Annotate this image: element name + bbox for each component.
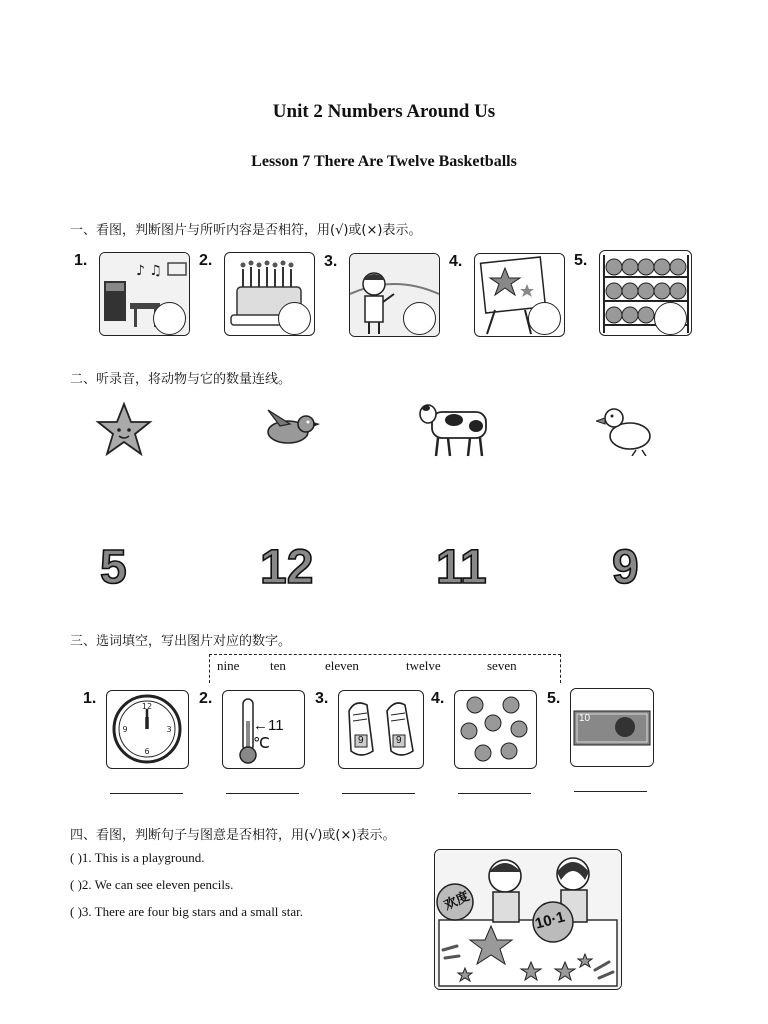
- answer-bracket-3[interactable]: ( ): [70, 904, 82, 919]
- answer-circle-4[interactable]: [528, 302, 561, 335]
- item-5-number: 5.: [574, 252, 588, 269]
- banknote-value: 10: [579, 713, 591, 724]
- word-bank: [209, 654, 561, 683]
- word-ten: ten: [270, 658, 286, 673]
- section-1-instruction: 一、看图，判断图片与所听内容是否相符，用(√)或(×)表示。: [70, 223, 422, 238]
- lesson-title: Lesson 7 There Are Twelve Basketballs: [251, 153, 517, 170]
- basketballs-icon: [454, 690, 537, 769]
- item-2-number: 2.: [199, 252, 213, 269]
- word-eleven: eleven: [325, 658, 359, 673]
- shoes-icon: [338, 690, 424, 769]
- statement-3: [70, 904, 303, 920]
- balloon-left-label: 欢度: [441, 889, 472, 914]
- number-5-label: 5: [100, 541, 127, 594]
- number-card-9[interactable]: [598, 540, 662, 600]
- s3-item-2-number: 2.: [199, 690, 213, 707]
- svg-text:6: 6: [144, 747, 150, 756]
- clock-icon: [106, 690, 189, 769]
- answer-blank-5[interactable]: [574, 790, 647, 792]
- answer-blank-1[interactable]: [110, 792, 183, 794]
- duck-icon[interactable]: [596, 402, 656, 456]
- answer-circle-1[interactable]: [153, 302, 186, 335]
- statement-2: [70, 877, 233, 893]
- number-card-5[interactable]: [92, 540, 156, 600]
- balloon-right-label: 10·1: [533, 908, 567, 933]
- answer-blank-4[interactable]: [458, 792, 531, 794]
- shoe-number-right: 9: [396, 735, 402, 746]
- s3-item-5-number: 5.: [547, 690, 561, 707]
- section-3-instruction: 三、选词填空，写出图片对应的数字。: [70, 634, 292, 649]
- number-9-label: 9: [612, 541, 639, 594]
- answer-circle-3[interactable]: [403, 302, 436, 335]
- statement-text-3: 3. There are four big stars and a small star.: [81, 904, 303, 919]
- answer-blank-3[interactable]: [342, 792, 415, 794]
- svg-text:9: 9: [122, 725, 128, 734]
- item-1-number: 1.: [74, 252, 88, 269]
- svg-text:3: 3: [166, 725, 172, 734]
- answer-blank-2[interactable]: [226, 792, 299, 794]
- item-4-number: 4.: [449, 253, 463, 270]
- statement-text-1: 1. This is a playground.: [81, 850, 205, 865]
- number-11-label: 11: [436, 541, 487, 594]
- s3-item-4-number: 4.: [431, 690, 445, 707]
- section-4-instruction: 四、看图，判断句子与图意是否相符，用(√)或(×)表示。: [70, 828, 396, 843]
- svg-text:♪ ♫: ♪ ♫: [136, 263, 162, 279]
- shoe-number-left: 9: [358, 735, 364, 746]
- bird-icon[interactable]: [260, 402, 320, 454]
- s3-item-1-number: 1.: [83, 690, 97, 707]
- statement-1: [70, 850, 204, 866]
- answer-bracket-1[interactable]: ( ): [70, 850, 82, 865]
- number-card-12[interactable]: [252, 540, 332, 600]
- word-seven: seven: [487, 658, 517, 673]
- word-nine: nine: [217, 658, 240, 673]
- thermometer-icon: [222, 690, 305, 769]
- item-3-number: 3.: [324, 253, 338, 270]
- word-twelve: twelve: [406, 658, 441, 673]
- number-12-label: 12: [260, 541, 314, 594]
- banknote-icon: [570, 688, 654, 767]
- s3-item-3-number: 3.: [315, 690, 329, 707]
- temperature-reading: ←11 ℃: [253, 717, 284, 752]
- answer-bracket-2[interactable]: ( ): [70, 877, 82, 892]
- children-drawing-picture: [434, 849, 622, 990]
- section-2-instruction: 二、听录音，将动物与它的数量连线。: [70, 372, 292, 387]
- answer-circle-2[interactable]: [278, 302, 311, 335]
- statement-text-2: 2. We can see eleven pencils.: [81, 877, 234, 892]
- star-icon[interactable]: [92, 400, 156, 460]
- unit-title: Unit 2 Numbers Around Us: [272, 101, 496, 122]
- svg-text:12: 12: [141, 702, 153, 711]
- answer-circle-5[interactable]: [654, 302, 687, 335]
- number-card-11[interactable]: [428, 540, 492, 600]
- cow-icon[interactable]: [418, 398, 494, 460]
